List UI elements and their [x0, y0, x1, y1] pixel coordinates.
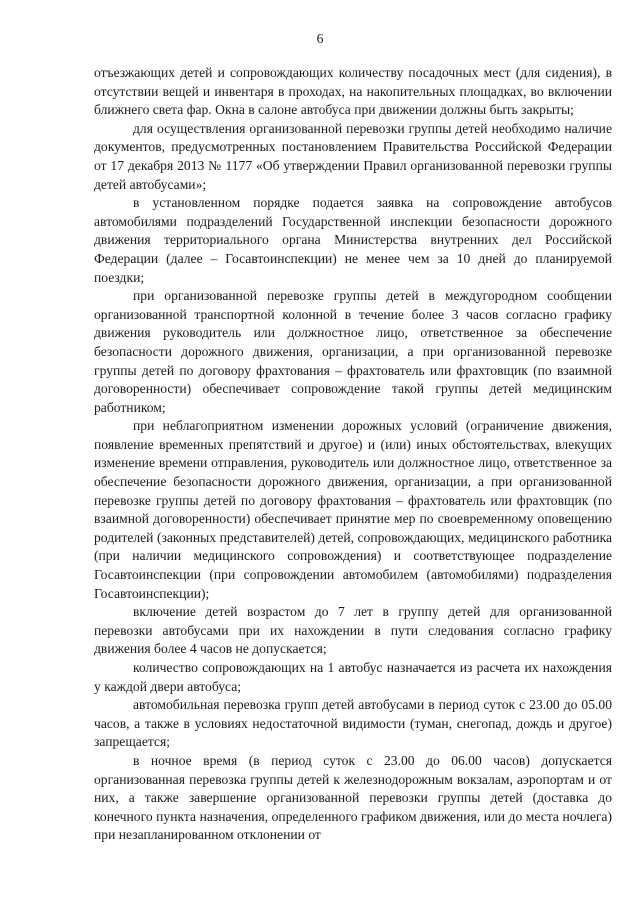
page-number: 6	[316, 31, 324, 46]
paragraph-9: в ночное время (в период суток с 23.00 до 06.00 часов) допускается организованная перевозка группы детей к железнодорожным вокзалам, аэропортам и от них, а также завершение организованной перевозки группы детей (доставка до конечного пункта назначения, определенного графиком движения, или до места ночлега) при незапланированном отклонении от	[94, 752, 612, 843]
paragraph-5: при неблагоприятном изменении дорожных условий (ограничение движения, появление временных препятствий и другое) и (или) иных обстоятельствах, влекущих изменение времени отправления, руководитель или должностное лицо, ответственное за обеспечение безопасности дорожного движения, организации, а при организованной перевозке группы детей по договору фрахтования – фрахтователь или фрахтовщик (по взаимной договоренности) обеспечивает принятие мер по своевременному оповещению родителей (законных представителей) детей, сопровождающих, медицинского работника (при наличии медицинского сопровождения) и соответствующее подразделение Госавтоинспекции (при сопровождении автомобилем (автомобилями) подразделения Госавтоинспекции);	[94, 418, 612, 601]
document-body	[94, 64, 612, 845]
paragraph-8: автомобильная перевозка групп детей автобусами в период суток с 23.00 до 05.00 часов, а также в условиях недостаточной видимости (туман, снегопад, дождь и другое) запрещается;	[94, 697, 612, 750]
paragraph-2: для осуществления организованной перевозки группы детей необходимо наличие документов, предусмотренных постановлением Правительства Российской Федерации от 17 декабря 2013 № 1177 «Об утверждении Правил организованной перевозки группы детей автобусами»;	[94, 120, 612, 192]
paragraph-1: отъезжающих детей и сопровождающих количеству посадочных мест (для сидения), в отсутствии вещей и инвентаря в проходах, на накопительных площадках, во включении ближнего света фар. Окна в салоне автобуса при движении должны быть закрыты;	[94, 65, 612, 118]
paragraph-3: в установленном порядке подается заявка на сопровождение автобусов автомобилями подразделений Государственной инспекции безопасности дорожного движения территориального органа Министерства внутренних дел Российской Федерации (далее – Госавтоинспекции) не менее чем за 10 дней до планируемой поездки;	[94, 195, 612, 285]
paragraph-6: включение детей возрастом до 7 лет в группу детей для организованной перевозки автобусами при их нахождении в пути следования согласно графику движения более 4 часов не допускается;	[94, 604, 612, 657]
paragraph-4: при организованной перевозке группы детей в междугородном сообщении организованной транспортной колонной в течение более 3 часов согласно графику движения руководитель или должностное лицо, ответственное за обеспечение безопасности дорожного движения, организации, а при организованной перевозке группы детей по договору фрахтования – фрахтователь или фрахтовщик (по взаимной договоренности) обеспечивает сопровождение такой группы детей медицинским работником;	[94, 288, 612, 415]
paragraph-7: количество сопровождающих на 1 автобус назначается из расчета их нахождения у каждой двери автобуса;	[94, 660, 612, 694]
